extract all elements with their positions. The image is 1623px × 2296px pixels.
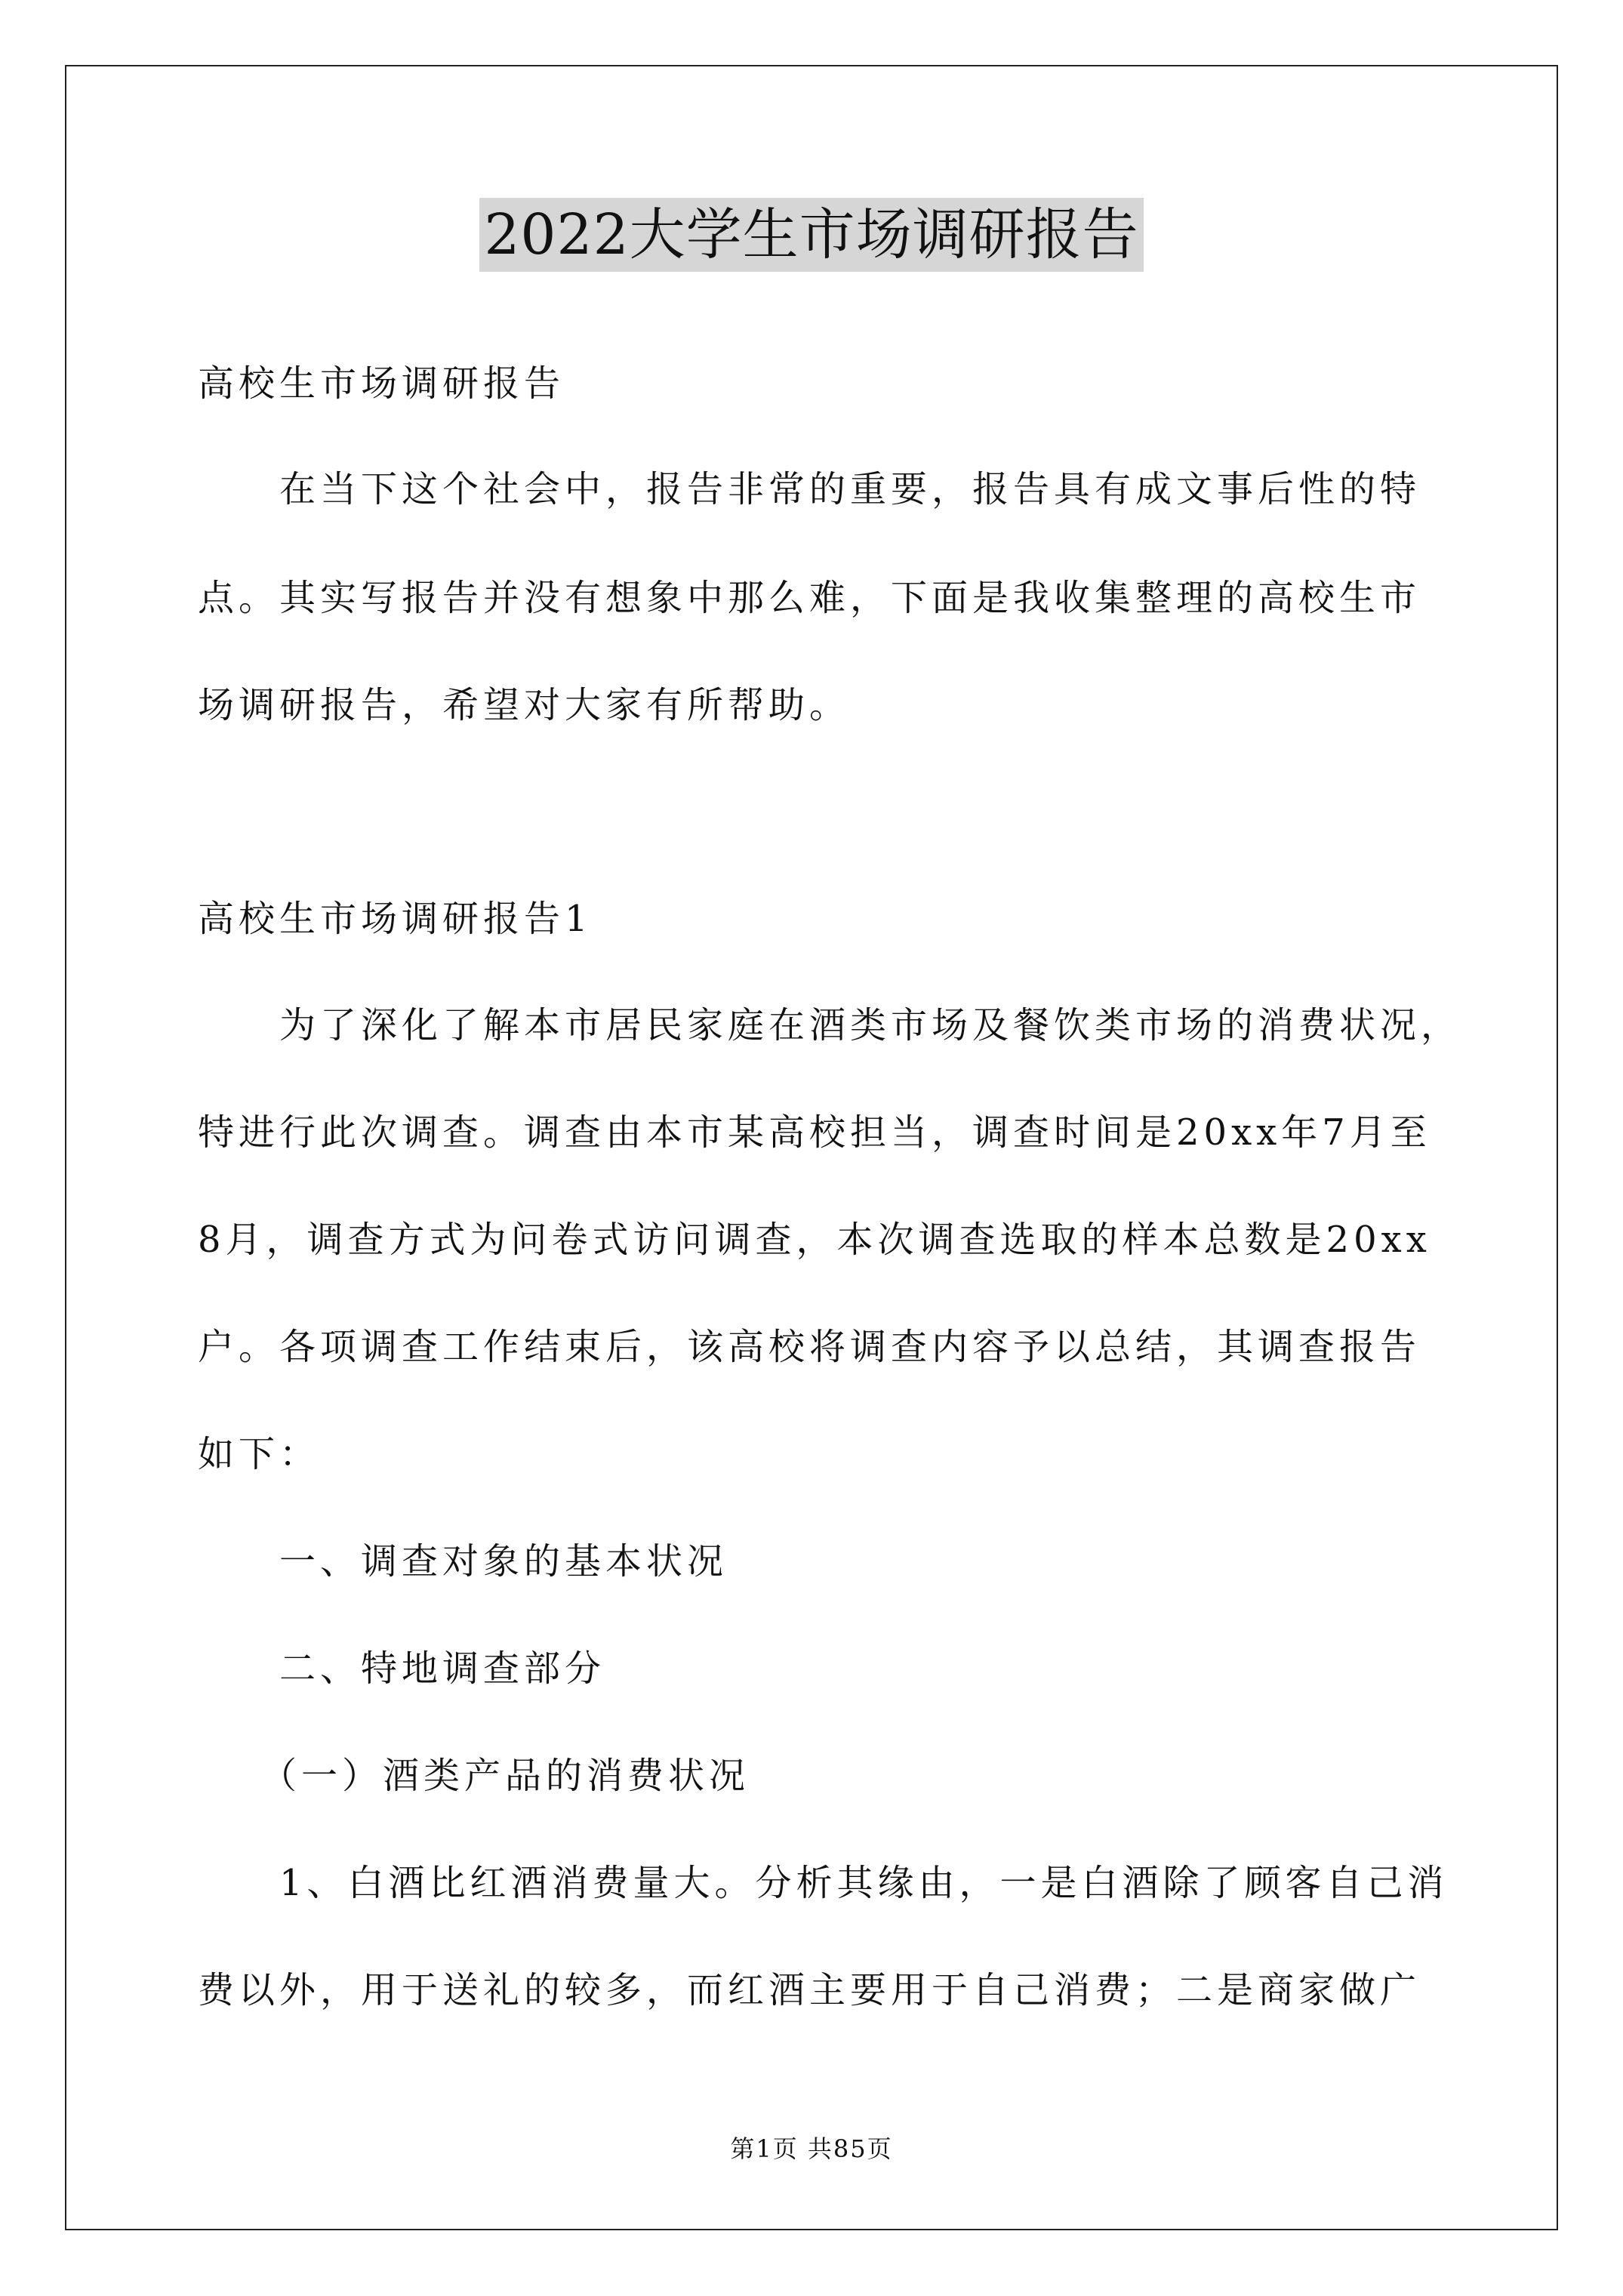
outline-item-1: 一、调查对象的基本状况 (279, 1540, 728, 1583)
page-footer: 第1页 共85页 (730, 2134, 893, 2163)
outline-subitem-1: （一）酒类产品的消费状况 (260, 1755, 750, 1797)
body-line-2: 特进行此次调查。调查由本市某高校担当，调查时间是20xx年7月至 (198, 1111, 1431, 1154)
body-line-3: 8月，调查方式为问卷式访问调查，本次调查选取的样本总数是20xx (198, 1219, 1431, 1261)
document-title: 2022大学生市场调研报告 (479, 198, 1143, 272)
intro-line-2: 点。其实写报告并没有想象中那么难，下面是我收集整理的高校生市 (198, 577, 1421, 619)
body-line-1: 为了深化了解本市居民家庭在酒类市场及餐饮类市场的消费状况， (279, 1004, 1462, 1046)
body-line-5: 如下： (198, 1433, 321, 1475)
body-line-7: 费以外，用于送礼的较多，而红酒主要用于自己消费；二是商家做广 (198, 1969, 1421, 2011)
body-line-4: 户。各项调查工作结束后，该高校将调查内容予以总结，其调查报告 (198, 1326, 1421, 1368)
intro-line-1: 在当下这个社会中，报告非常的重要，报告具有成文事后性的特 (279, 468, 1421, 510)
title-container (0, 198, 1623, 272)
intro-line-3: 场调研报告，希望对大家有所帮助。 (198, 684, 851, 726)
body-line-6: 1、白酒比红酒消费量大。分析其缘由，一是白酒除了顾客自己消 (279, 1862, 1449, 1904)
section-heading-1: 高校生市场调研报告1 (198, 898, 593, 940)
subtitle-line: 高校生市场调研报告 (198, 362, 565, 405)
outline-item-2: 二、特地调查部分 (279, 1647, 606, 1690)
